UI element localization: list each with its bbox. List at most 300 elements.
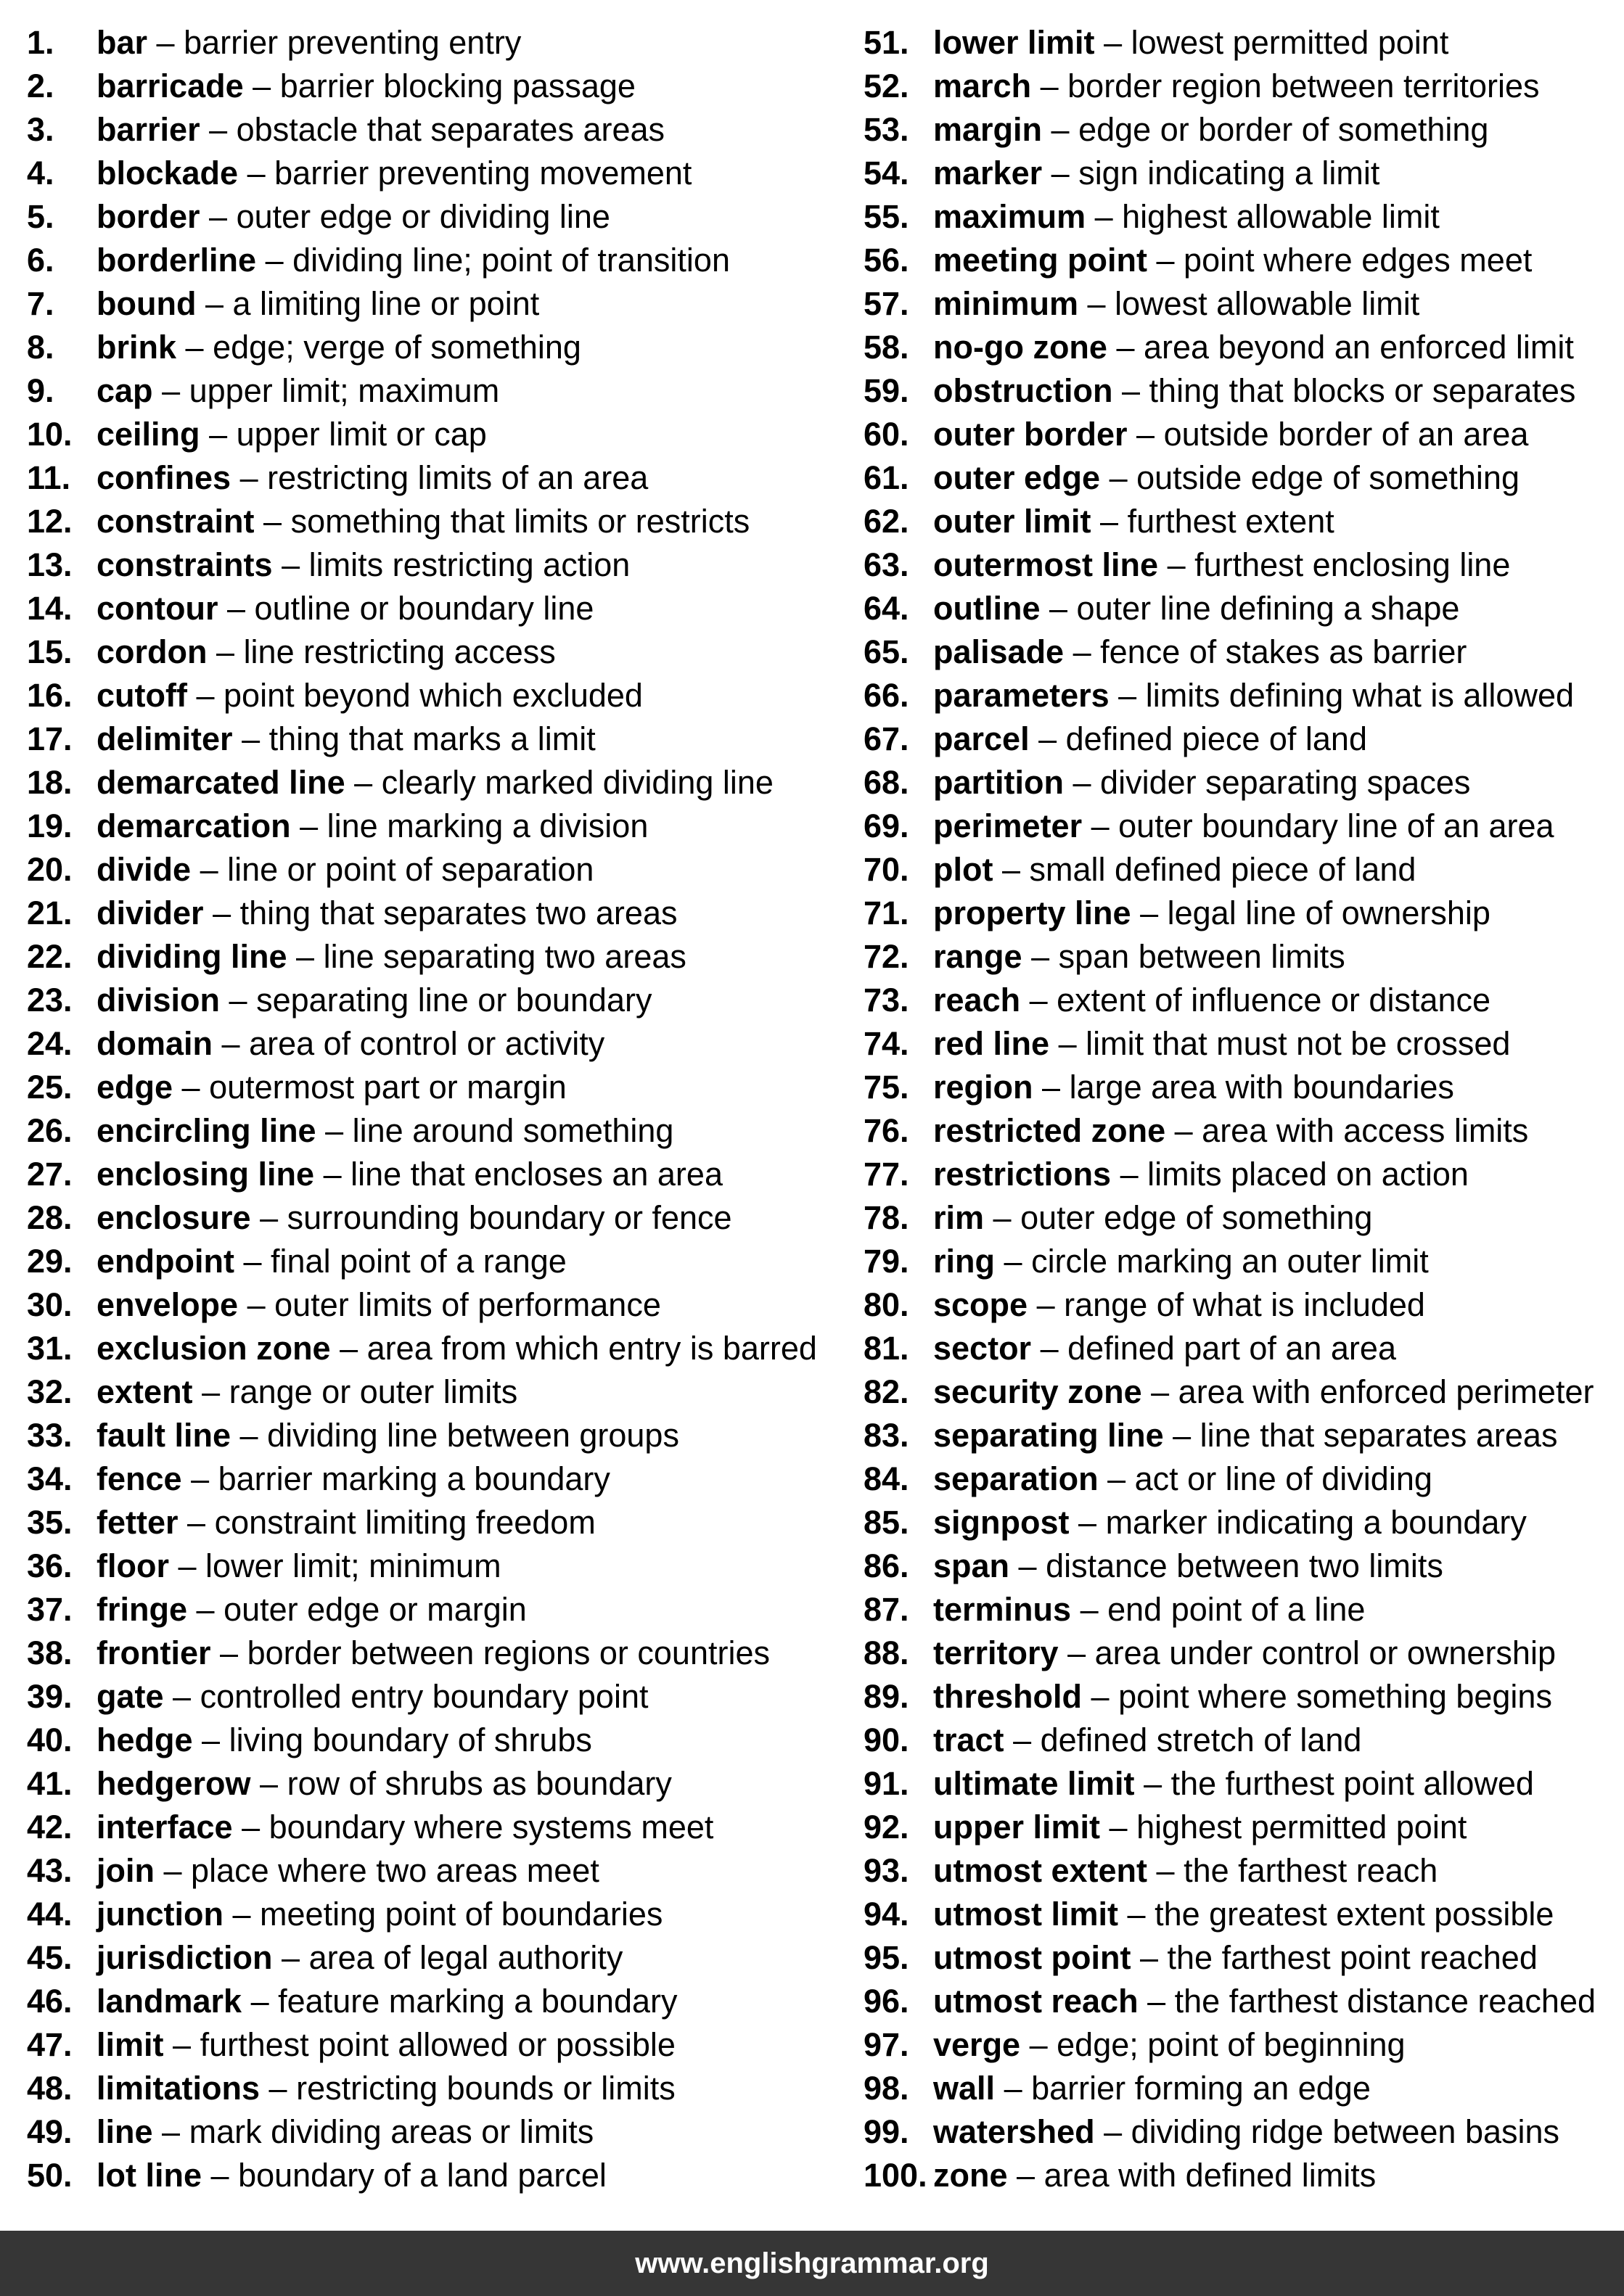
item-term: bound xyxy=(97,285,197,322)
item-term: jurisdiction xyxy=(97,1939,273,1976)
item-separator: – xyxy=(1167,546,1186,583)
item-text xyxy=(97,1806,713,1849)
item-separator: – xyxy=(1042,1069,1061,1106)
item-number: 81. xyxy=(864,1330,909,1367)
item-term: exclusion zone xyxy=(97,1330,331,1367)
item-term: signpost xyxy=(933,1504,1070,1541)
item-separator: – xyxy=(1073,764,1091,801)
item-number: 99. xyxy=(864,2113,909,2150)
item-separator: – xyxy=(1107,1460,1126,1497)
item-separator: – xyxy=(1109,1809,1128,1846)
item-number: 100. xyxy=(864,2157,927,2194)
item-term: extent xyxy=(97,1373,193,1410)
item-definition: defined part of an area xyxy=(1067,1330,1396,1367)
item-term: dividing line xyxy=(97,938,287,975)
item-text xyxy=(97,543,630,587)
item-text xyxy=(97,1022,604,1066)
item-definition: line restricting access xyxy=(243,633,556,670)
item-separator: – xyxy=(229,982,247,1019)
item-separator: – xyxy=(340,1330,358,1367)
item-term: red line xyxy=(933,1025,1050,1062)
item-number: 78. xyxy=(864,1199,909,1236)
item-term: floor xyxy=(97,1547,169,1584)
item-separator: – xyxy=(209,198,228,235)
item-separator: – xyxy=(1100,503,1119,540)
item-separator: – xyxy=(227,590,246,627)
item-number: 53. xyxy=(864,111,909,148)
item-text xyxy=(97,761,774,805)
item-separator: – xyxy=(232,1896,251,1933)
item-definition: the greatest extent possible xyxy=(1155,1896,1554,1933)
item-term: plot xyxy=(933,851,993,888)
item-term: security zone xyxy=(933,1373,1142,1410)
item-term: endpoint xyxy=(97,1243,234,1280)
item-term: zone xyxy=(933,2157,1008,2194)
item-text xyxy=(97,413,487,456)
item-term: utmost extent xyxy=(933,1852,1148,1889)
item-term: blockade xyxy=(97,155,239,192)
item-number: 23. xyxy=(27,982,73,1019)
item-number: 68. xyxy=(864,764,909,801)
item-text xyxy=(933,2023,1406,2067)
item-number: 84. xyxy=(864,1460,909,1497)
item-definition: end point of a line xyxy=(1107,1591,1366,1628)
item-term: ultimate limit xyxy=(933,1765,1135,1802)
item-text xyxy=(933,152,1379,195)
item-separator: – xyxy=(239,1417,258,1454)
item-number: 63. xyxy=(864,546,909,583)
item-number: 42. xyxy=(27,1809,73,1846)
item-definition: thing that marks a limit xyxy=(268,720,596,757)
item-text xyxy=(933,500,1334,543)
item-term: demarcation xyxy=(97,807,291,844)
item-text xyxy=(933,848,1416,892)
item-term: fetter xyxy=(97,1504,179,1541)
item-number: 54. xyxy=(864,155,909,192)
item-separator: – xyxy=(173,2026,192,2063)
item-term: obstruction xyxy=(933,372,1113,409)
item-text xyxy=(933,282,1419,326)
item-term: utmost reach xyxy=(933,1983,1139,2020)
item-definition: border between regions or countries xyxy=(247,1634,770,1671)
item-number: 43. xyxy=(27,1852,73,1889)
item-term: lot line xyxy=(97,2157,202,2194)
item-definition: restricting bounds or limits xyxy=(296,2070,676,2107)
item-number: 49. xyxy=(27,2113,73,2150)
item-separator: – xyxy=(1094,198,1113,235)
item-number: 46. xyxy=(27,1983,73,2020)
item-definition: divider separating spaces xyxy=(1100,764,1471,801)
item-definition: boundary of a land parcel xyxy=(238,2157,607,2194)
item-term: hedge xyxy=(97,1721,193,1758)
item-text xyxy=(97,1588,527,1632)
item-text xyxy=(933,1066,1454,1109)
item-separator: – xyxy=(210,2157,229,2194)
item-term: restrictions xyxy=(933,1156,1112,1193)
item-definition: barrier blocking passage xyxy=(279,67,636,104)
item-definition: dividing ridge between basins xyxy=(1131,2113,1560,2150)
item-text xyxy=(97,717,596,761)
item-text xyxy=(933,369,1575,413)
item-number: 91. xyxy=(864,1765,909,1802)
item-term: landmark xyxy=(97,1983,242,2020)
item-number: 30. xyxy=(27,1286,73,1323)
item-definition: range or outer limits xyxy=(229,1373,518,1410)
item-term: delimiter xyxy=(97,720,233,757)
item-number: 25. xyxy=(27,1069,73,1106)
item-term: separation xyxy=(933,1460,1099,1497)
item-text xyxy=(933,1501,1527,1544)
item-separator: – xyxy=(282,546,300,583)
item-separator: – xyxy=(247,1286,266,1323)
item-term: verge xyxy=(933,2026,1021,2063)
item-term: march xyxy=(933,67,1032,104)
item-number: 89. xyxy=(864,1678,909,1715)
item-definition: line that encloses an area xyxy=(350,1156,723,1193)
item-number: 60. xyxy=(864,416,909,453)
item-text xyxy=(97,935,686,979)
item-separator: – xyxy=(323,1156,342,1193)
item-number: 88. xyxy=(864,1634,909,1671)
item-number: 31. xyxy=(27,1330,73,1367)
item-separator: – xyxy=(243,1243,262,1280)
item-separator: – xyxy=(1051,111,1070,148)
item-definition: circle marking an outer limit xyxy=(1031,1243,1429,1280)
item-separator: – xyxy=(242,1809,261,1846)
item-text xyxy=(933,587,1459,630)
item-text xyxy=(933,1980,1596,2023)
footer-bar xyxy=(0,2231,1624,2296)
item-separator: – xyxy=(1144,1765,1162,1802)
item-text xyxy=(933,2154,1376,2197)
item-text xyxy=(97,2023,676,2067)
item-term: demarcated line xyxy=(97,764,345,801)
item-separator: – xyxy=(1029,982,1048,1019)
item-term: parameters xyxy=(933,677,1110,714)
item-number: 38. xyxy=(27,1634,73,1671)
item-number: 98. xyxy=(864,2070,909,2107)
item-number: 83. xyxy=(864,1417,909,1454)
item-text xyxy=(97,1762,672,1806)
item-text xyxy=(97,1153,723,1196)
item-separator: – xyxy=(209,416,228,453)
item-text xyxy=(933,1457,1432,1501)
item-separator: – xyxy=(163,1852,182,1889)
item-number: 12. xyxy=(27,503,73,540)
item-definition: surrounding boundary or fence xyxy=(287,1199,732,1236)
item-term: domain xyxy=(97,1025,213,1062)
item-text xyxy=(933,1196,1372,1240)
item-text xyxy=(97,587,594,630)
item-number: 41. xyxy=(27,1765,73,1802)
item-text xyxy=(97,2154,607,2197)
item-definition: fence of stakes as barrier xyxy=(1100,633,1467,670)
item-definition: outer line defining a shape xyxy=(1076,590,1460,627)
item-definition: outside border of an area xyxy=(1163,416,1529,453)
item-definition: barrier marking a boundary xyxy=(218,1460,610,1497)
item-text xyxy=(97,848,594,892)
item-separator: – xyxy=(250,1983,269,2020)
item-number: 21. xyxy=(27,894,73,931)
item-separator: – xyxy=(162,372,181,409)
item-term: range xyxy=(933,938,1022,975)
item-separator: – xyxy=(1151,1373,1170,1410)
item-number: 17. xyxy=(27,720,73,757)
item-separator: – xyxy=(354,764,373,801)
item-term: barricade xyxy=(97,67,244,104)
item-term: junction xyxy=(97,1896,223,1933)
item-number: 36. xyxy=(27,1547,73,1584)
item-text xyxy=(933,674,1574,717)
item-number: 3. xyxy=(27,111,54,148)
item-number: 56. xyxy=(864,242,909,279)
item-number: 62. xyxy=(864,503,909,540)
item-separator: – xyxy=(209,111,228,148)
item-number: 52. xyxy=(864,67,909,104)
item-text xyxy=(97,152,692,195)
item-number: 93. xyxy=(864,1852,909,1889)
item-text xyxy=(933,2110,1559,2154)
item-text xyxy=(97,1849,599,1893)
item-definition: limits restricting action xyxy=(308,546,631,583)
item-term: upper limit xyxy=(933,1809,1101,1846)
item-definition: something that limits or restricts xyxy=(290,503,750,540)
item-number: 37. xyxy=(27,1591,73,1628)
item-term: scope xyxy=(933,1286,1028,1323)
item-number: 73. xyxy=(864,982,909,1019)
item-term: limit xyxy=(97,2026,164,2063)
item-definition: line marking a division xyxy=(327,807,649,844)
item-term: terminus xyxy=(933,1591,1072,1628)
item-text xyxy=(933,1936,1538,1980)
item-text xyxy=(933,1632,1556,1675)
item-definition: legal line of ownership xyxy=(1167,894,1490,931)
item-text xyxy=(97,2067,676,2110)
item-number: 24. xyxy=(27,1025,73,1062)
item-term: cutoff xyxy=(97,677,187,714)
item-term: meeting point xyxy=(933,242,1147,279)
item-number: 50. xyxy=(27,2157,73,2194)
item-separator: – xyxy=(1091,1678,1110,1715)
item-separator: – xyxy=(220,1634,239,1671)
item-term: watershed xyxy=(933,2113,1095,2150)
item-separator: – xyxy=(205,285,223,322)
item-number: 76. xyxy=(864,1112,909,1149)
item-number: 26. xyxy=(27,1112,73,1149)
item-separator: – xyxy=(1029,2026,1048,2063)
item-separator: – xyxy=(191,1460,210,1497)
item-term: frontier xyxy=(97,1634,211,1671)
item-term: envelope xyxy=(97,1286,239,1323)
item-term: palisade xyxy=(933,633,1065,670)
item-number: 13. xyxy=(27,546,73,583)
item-definition: barrier preventing movement xyxy=(274,155,692,192)
item-definition: furthest point allowed or possible xyxy=(200,2026,676,2063)
item-separator: – xyxy=(260,1199,279,1236)
item-number: 86. xyxy=(864,1547,909,1584)
item-separator: – xyxy=(196,1591,215,1628)
item-text xyxy=(933,935,1345,979)
item-separator: – xyxy=(1122,372,1141,409)
item-definition: final point of a range xyxy=(271,1243,567,1280)
item-definition: outer edge of something xyxy=(1020,1199,1373,1236)
item-definition: thing that blocks or separates xyxy=(1149,372,1576,409)
item-definition: span between limits xyxy=(1058,938,1345,975)
item-term: minimum xyxy=(933,285,1079,322)
item-separator: – xyxy=(1058,1025,1077,1062)
item-term: gate xyxy=(97,1678,164,1715)
item-definition: place where two areas meet xyxy=(191,1852,599,1889)
item-term: outline xyxy=(933,590,1041,627)
item-separator: – xyxy=(1004,1243,1022,1280)
item-separator: – xyxy=(1156,1852,1175,1889)
item-number: 80. xyxy=(864,1286,909,1323)
item-term: reach xyxy=(933,982,1021,1019)
item-definition: distance between two limits xyxy=(1046,1547,1443,1584)
item-text xyxy=(97,1632,770,1675)
item-term: rim xyxy=(933,1199,985,1236)
item-number: 79. xyxy=(864,1243,909,1280)
item-definition: boundary where systems meet xyxy=(268,1809,714,1846)
item-text xyxy=(97,1414,679,1457)
item-separator: – xyxy=(260,1765,279,1802)
item-text xyxy=(933,761,1470,805)
item-term: ring xyxy=(933,1243,995,1280)
item-text xyxy=(933,21,1448,65)
item-term: restricted zone xyxy=(933,1112,1166,1149)
item-number: 14. xyxy=(27,590,73,627)
item-term: lower limit xyxy=(933,24,1095,61)
item-separator: – xyxy=(1018,1547,1037,1584)
item-term: constraint xyxy=(97,503,255,540)
item-definition: the farthest reach xyxy=(1184,1852,1438,1889)
item-text xyxy=(933,1283,1425,1327)
item-term: encircling line xyxy=(97,1112,316,1149)
item-text xyxy=(97,1675,649,1719)
item-text xyxy=(97,1544,501,1588)
item-text xyxy=(97,1066,567,1109)
item-term: fence xyxy=(97,1460,182,1497)
item-separator: – xyxy=(1173,1417,1192,1454)
item-definition: limit that must not be crossed xyxy=(1086,1025,1511,1062)
item-separator: – xyxy=(993,1199,1012,1236)
item-number: 18. xyxy=(27,764,73,801)
item-term: outer border xyxy=(933,416,1128,453)
item-term: outer limit xyxy=(933,503,1091,540)
item-definition: dividing line between groups xyxy=(267,1417,679,1454)
item-separator: – xyxy=(239,459,258,496)
item-text xyxy=(933,456,1520,500)
item-text xyxy=(97,979,652,1022)
item-definition: limits defining what is allowed xyxy=(1145,677,1574,714)
item-term: confines xyxy=(97,459,231,496)
item-number: 20. xyxy=(27,851,73,888)
item-separator: – xyxy=(1147,1983,1166,2020)
item-separator: – xyxy=(202,1373,221,1410)
item-text xyxy=(97,1936,623,1980)
item-number: 67. xyxy=(864,720,909,757)
item-number: 16. xyxy=(27,677,73,714)
item-term: fringe xyxy=(97,1591,188,1628)
item-term: ceiling xyxy=(97,416,200,453)
item-definition: edge or border of something xyxy=(1078,111,1489,148)
item-definition: meeting point of boundaries xyxy=(260,1896,663,1933)
item-term: borderline xyxy=(97,242,257,279)
item-separator: – xyxy=(216,633,235,670)
item-text xyxy=(933,1762,1534,1806)
item-definition: point beyond which excluded xyxy=(223,677,643,714)
item-number: 96. xyxy=(864,1983,909,2020)
item-text xyxy=(933,1153,1469,1196)
item-definition: highest allowable limit xyxy=(1122,198,1440,235)
item-number: 29. xyxy=(27,1243,73,1280)
item-text xyxy=(97,630,556,674)
item-number: 75. xyxy=(864,1069,909,1106)
item-definition: extent of influence or distance xyxy=(1057,982,1491,1019)
item-term: region xyxy=(933,1069,1033,1106)
item-term: perimeter xyxy=(933,807,1083,844)
item-separator: – xyxy=(200,851,218,888)
item-number: 74. xyxy=(864,1025,909,1062)
item-term: divider xyxy=(97,894,204,931)
item-number: 47. xyxy=(27,2026,73,2063)
item-separator: – xyxy=(1120,1156,1139,1193)
item-number: 66. xyxy=(864,677,909,714)
item-text xyxy=(933,892,1490,935)
item-number: 33. xyxy=(27,1417,73,1454)
item-text xyxy=(933,65,1540,108)
item-definition: clearly marked dividing line xyxy=(381,764,774,801)
item-definition: area beyond an enforced limit xyxy=(1144,329,1574,366)
item-separator: – xyxy=(1136,416,1155,453)
item-number: 44. xyxy=(27,1896,73,1933)
item-number: 9. xyxy=(27,372,54,409)
footer-website-link[interactable]: www.englishgrammar.org xyxy=(635,2247,989,2279)
item-definition: point where something begins xyxy=(1118,1678,1552,1715)
item-definition: area with enforced perimeter xyxy=(1178,1373,1594,1410)
item-text xyxy=(933,1370,1594,1414)
item-text xyxy=(933,239,1532,282)
item-number: 6. xyxy=(27,242,54,279)
item-number: 40. xyxy=(27,1721,73,1758)
item-definition: area of control or activity xyxy=(249,1025,605,1062)
item-separator: – xyxy=(1013,1721,1032,1758)
item-text xyxy=(97,1109,673,1153)
item-number: 27. xyxy=(27,1156,73,1193)
item-separator: – xyxy=(162,2113,181,2150)
item-text xyxy=(97,805,648,848)
item-number: 71. xyxy=(864,894,909,931)
item-term: hedgerow xyxy=(97,1765,251,1802)
item-separator: – xyxy=(221,1025,240,1062)
item-term: constraints xyxy=(97,546,273,583)
item-definition: the furthest point allowed xyxy=(1170,1765,1534,1802)
item-separator: – xyxy=(1127,1896,1146,1933)
item-separator: – xyxy=(300,807,319,844)
item-text xyxy=(933,108,1488,152)
item-definition: lower limit; minimum xyxy=(205,1547,501,1584)
item-separator: – xyxy=(1031,938,1050,975)
item-separator: – xyxy=(1087,285,1106,322)
item-text xyxy=(97,369,499,413)
item-definition: line that separates areas xyxy=(1199,1417,1558,1454)
item-definition: row of shrubs as boundary xyxy=(287,1765,672,1802)
item-text xyxy=(933,1240,1429,1283)
item-text xyxy=(97,1893,663,1936)
item-term: parcel xyxy=(933,720,1030,757)
item-separator: – xyxy=(1004,2070,1022,2107)
item-definition: controlled entry boundary point xyxy=(200,1678,649,1715)
